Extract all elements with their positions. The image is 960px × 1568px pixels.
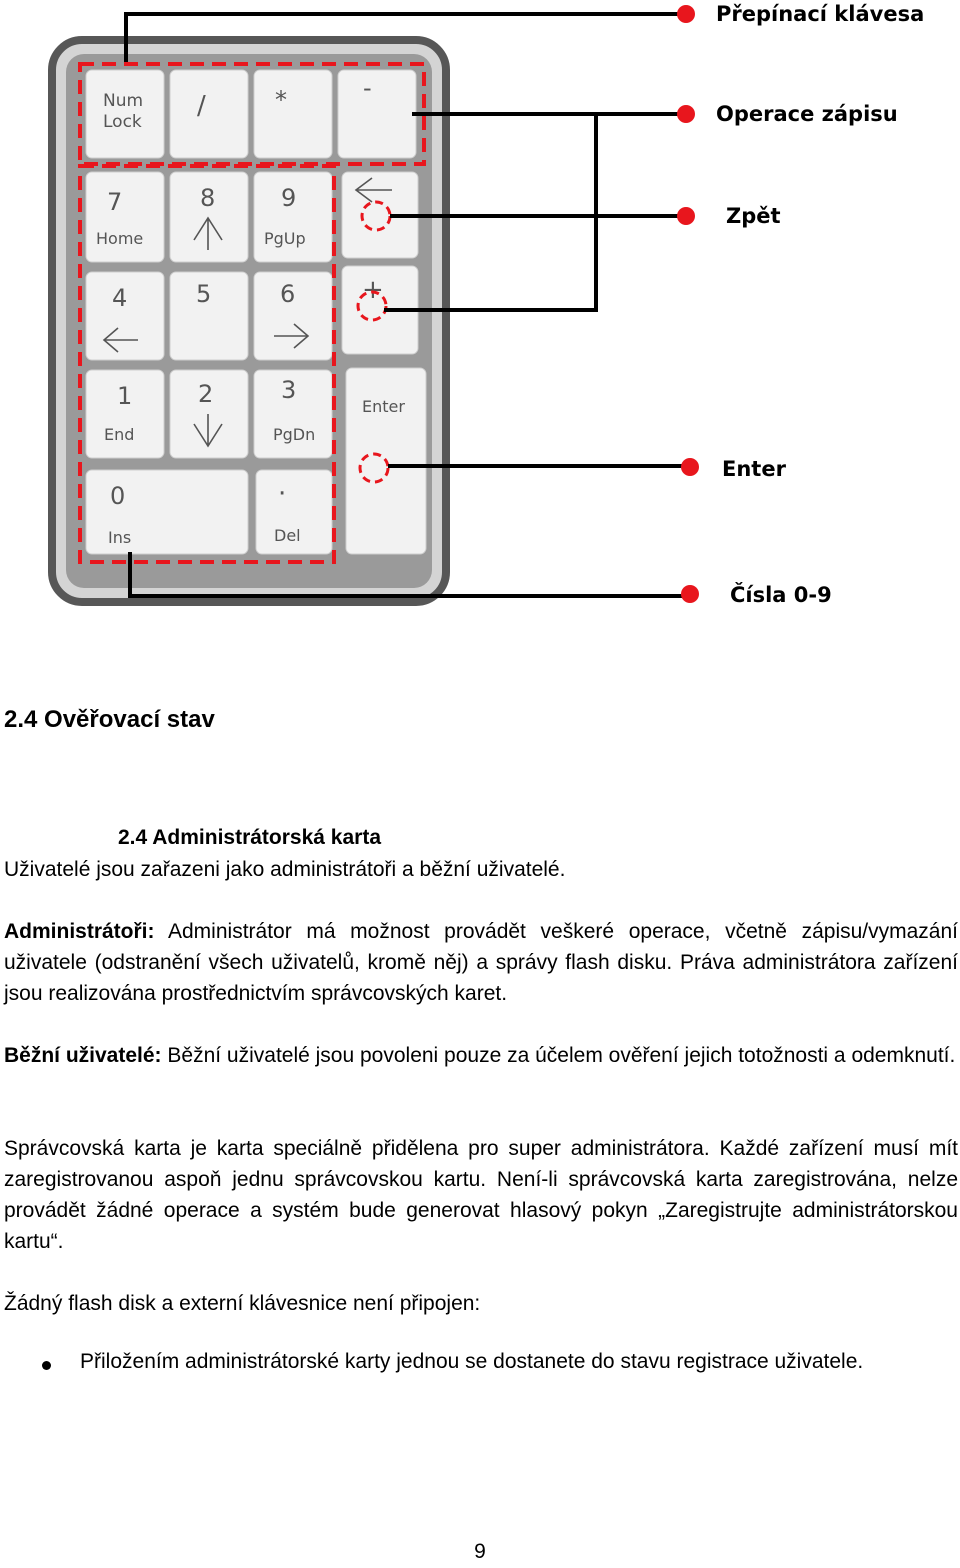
users-paragraph [4, 1040, 958, 1071]
svg-text:Ins: Ins [108, 528, 132, 547]
svg-text:Enter: Enter [362, 397, 405, 416]
svg-text:End: End [104, 425, 135, 444]
admins-label: Administrátoři: [4, 920, 155, 943]
key-dot [256, 470, 332, 554]
svg-text:7: 7 [107, 188, 123, 216]
svg-text:4: 4 [112, 284, 128, 312]
callout-write-operation: Operace zápisu [716, 102, 898, 126]
svg-text:1: 1 [117, 382, 133, 410]
no-flash-paragraph: Žádný flash disk a externí klávesnice není připojen: [4, 1292, 481, 1315]
key-0 [86, 470, 248, 554]
section-heading: 2.4 Ověřovací stav [4, 706, 215, 733]
callout-back: Zpět [726, 204, 781, 228]
svg-text:2: 2 [198, 380, 214, 408]
key-9 [254, 172, 332, 262]
svg-text:PgUp: PgUp [264, 229, 306, 248]
key-1 [86, 370, 164, 458]
svg-text:PgDn: PgDn [273, 425, 316, 444]
admin-card-paragraph: Správcovská karta je karta speciálně přidělena pro super administrátora. Každé zařízení musí mít zaregistrovanou aspoň jednu správcovskou kartu. Není-li správcovská karta zaregistrována, nelze provádět žádné operace a systém bude generovat hlasový pokyn „Zaregistrujte administrátorskou kartu“. [4, 1137, 958, 1253]
callout-switch-key: Přepínací klávesa [716, 2, 925, 26]
callout-dots [677, 5, 699, 603]
callout-digits: Čísla 0-9 [730, 583, 832, 607]
key-3 [254, 370, 332, 458]
bullet-icon [42, 1361, 51, 1370]
key-divide [170, 70, 248, 158]
callout-enter: Enter [722, 457, 786, 481]
key-numlock [86, 70, 164, 158]
intro-paragraph: Uživatelé jsou zařazeni jako administrátoři a běžní uživatelé. [4, 858, 566, 881]
users-text: Běžní uživatelé jsou povoleni pouze za účelem ověření jejich totožnosti a odemknutí. [161, 1044, 956, 1067]
svg-text:-: - [363, 74, 372, 102]
svg-text:0: 0 [110, 482, 126, 510]
admins-text: Administrátor má možnost provádět veškeré operace, včetně zápisu/vymazání uživatele (odstranění všech uživatelů, kromě něj) a správy flash disku. Práva administrátora zařízení jsou realizována prostřednictvím správcovských karet. [4, 920, 958, 1005]
svg-text:+: + [362, 275, 384, 305]
subheading: 2.4 Administrátorská karta [118, 826, 382, 849]
key-minus [338, 70, 416, 158]
key-7 [86, 172, 164, 262]
key-multiply [254, 70, 332, 158]
key-4 [86, 272, 164, 360]
svg-text:Home: Home [96, 229, 144, 248]
svg-text:5: 5 [196, 280, 212, 308]
page-number: 9 [474, 1540, 486, 1563]
svg-text:9: 9 [281, 184, 297, 212]
svg-text:Del: Del [274, 526, 301, 545]
keypad-diagram [0, 0, 960, 640]
key-8 [170, 172, 248, 262]
key-6 [254, 272, 332, 360]
svg-text:/: / [197, 91, 206, 121]
svg-text:8: 8 [200, 184, 216, 212]
svg-text:Num: Num [103, 91, 144, 111]
key-2 [170, 370, 248, 458]
admins-paragraph [4, 916, 958, 1009]
svg-text:*: * [275, 86, 287, 114]
users-label: Běžní uživatelé: [4, 1044, 162, 1067]
list-item-text: Přiložením administrátorské karty jednou se dostanete do stavu registrace uživatele. [80, 1350, 864, 1373]
svg-text:6: 6 [280, 280, 296, 308]
svg-text:·: · [278, 479, 287, 509]
svg-text:Lock: Lock [103, 112, 142, 132]
svg-text:3: 3 [281, 376, 297, 404]
key-5 [170, 272, 248, 360]
